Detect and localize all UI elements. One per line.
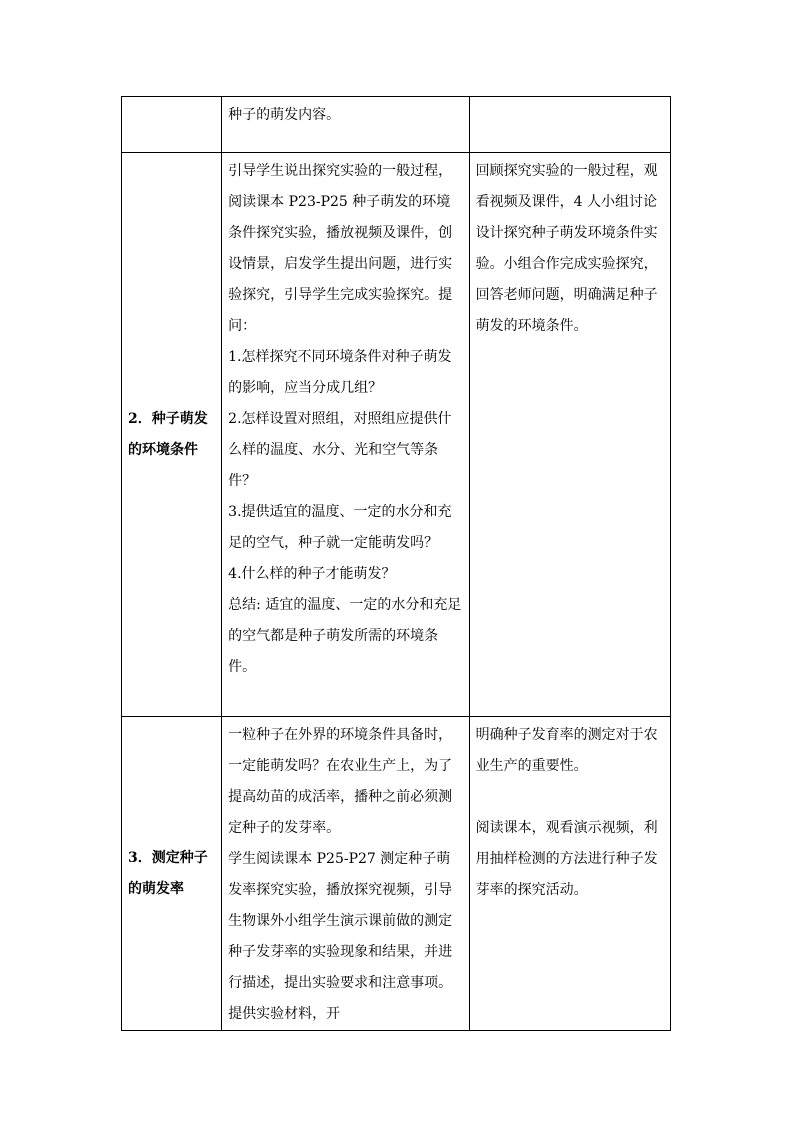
paragraph: 引导学生说出探究实验的一般过程，阅读课本 P23-P25 种子萌发的环境条件探究实验，播放视频及课件，创设情景，启发学生提出问题，进行实验探究，引导学生完成实验探究。提问： [228,163,453,334]
lesson-plan-table [121,96,671,1031]
paragraph: 1.怎样探究不同环境条件对种子萌发的影响，应当分成几组？ [228,349,452,396]
paragraph: 一粒种子在外界的环境条件具备时，一定能萌发吗？在农业生产上，为了提高幼苗的成活率，播种之前必须测定种子的发芽率。 [228,727,453,836]
stage-cell [122,97,222,153]
paragraph: 学生阅读课本 P25-P27 测定种子萌发率探究实验，播放探究视频，引导生物课外小组学生演示课前做的测定种子发芽率的实验现象和结果，并进行描述，提出实验要求和注意事项。提供实验材料，开 [228,851,453,1022]
stage-cell: 3．测定种子的萌发率 [122,717,222,1031]
student-activity-cell [469,153,670,717]
paragraph: 阅读课本，观看演示视频，利用抽样检测的方法进行种子发芽率的探究活动。 [475,820,658,898]
paragraph: 明确种子发育率的测定对于农业生产的重要性。 [475,727,658,774]
paragraph: 2.怎样设置对照组，对照组应提供什么样的温度、水分、光和空气等条件？ [228,411,452,489]
table-row [122,97,671,153]
paragraph: 4.什么样的种子才能萌发？ [228,566,396,582]
paragraph: 总结: 适宜的温度、一定的水分和充足的空气都是种子萌发所需的环境条件。 [228,597,462,675]
stage-cell: 2．种子萌发的环境条件 [122,153,222,717]
table-row [122,717,671,1031]
teacher-activity-cell [222,717,469,1031]
teacher-activity-cell [222,97,469,153]
paragraph: 3.提供适宜的温度、一定的水分和充足的空气，种子就一定能萌发吗？ [228,504,452,551]
blank-line [476,782,664,813]
student-activity-cell [469,717,670,1031]
teacher-activity-cell [222,153,469,717]
paragraph: 种子的萌发内容。 [228,107,341,123]
paragraph: 回顾探究实验的一般过程，观看视频及课件，4 人小组讨论设计探究种子萌发环境条件实验。小组合作完成实验探究，回答老师问题，明确满足种子萌发的环境条件。 [475,163,658,334]
student-activity-cell [469,97,670,153]
table-row [122,153,671,717]
